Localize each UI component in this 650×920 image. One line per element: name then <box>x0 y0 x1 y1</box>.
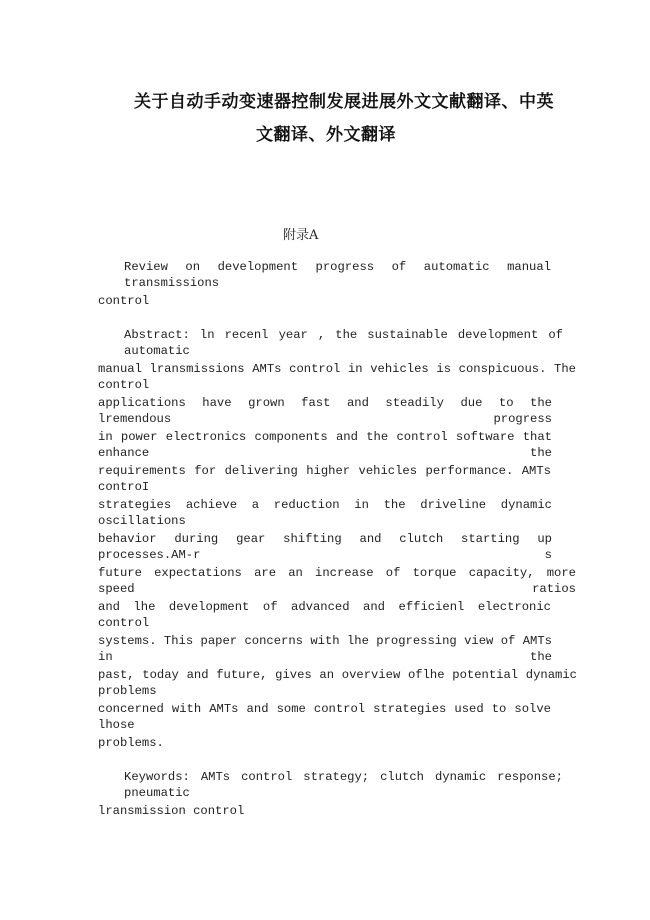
body-line: manual lransmissions AMTs control in vehicles is conspicuous. The control <box>98 362 576 392</box>
body-line: concerned with AMTs and some control strategies used to solve lhose <box>98 702 551 732</box>
body-line: strategies achieve a reduction in the driveline dynamic oscillations <box>98 498 552 528</box>
body-line: Review on development progress of automatic manual transmissions <box>124 260 551 290</box>
body-line: Keywords: AMTs control strategy; clutch dynamic response; pneumatic <box>124 770 563 800</box>
body-line: behavior during gear shifting and clutch starting up processes.AM-r s <box>98 532 552 562</box>
document-title-line-1: 关于自动手动变速器控制发展进展外文文献翻译、中英 <box>134 92 554 112</box>
body-line: and lhe development of advanced and efficienl electronic control <box>98 600 551 630</box>
body-line: lransmission control <box>98 804 245 818</box>
body-line: in power electronics components and the control software that enhance the <box>98 430 552 460</box>
body-line: requirements for delivering higher vehicles performance. AMTs controI <box>98 464 551 494</box>
body-line: future expectations are an increase of torque capacity, more speed ratios <box>98 566 576 596</box>
body-line: past, today and future, gives an overview oflhe potential dynamic problems <box>98 668 577 698</box>
body-line: Abstract: ln recenl year , the sustainable development of automatic <box>124 328 563 358</box>
body-line: systems. This paper concerns with lhe progressing view of AMTs in the <box>98 634 552 664</box>
body-line: applications have grown fast and steadily due to the lremendous progress <box>98 396 552 426</box>
document-title-line-2: 文翻译、外文翻译 <box>256 125 396 145</box>
body-line: problems. <box>98 736 164 750</box>
body-line: control <box>98 294 150 308</box>
appendix-label: 附录A <box>283 228 319 243</box>
